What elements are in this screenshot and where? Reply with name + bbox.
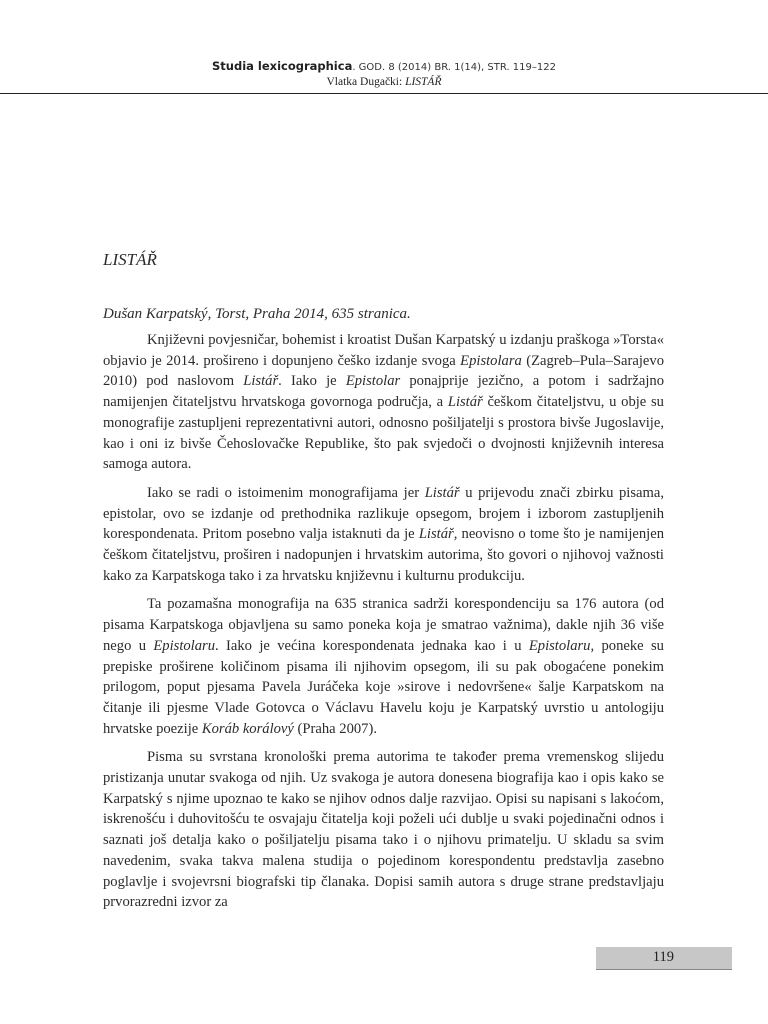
italic-title-ref: Koráb korálový	[201, 720, 294, 737]
text-run: Iako se radi o istoimenim monografijama jer	[147, 484, 425, 501]
text-run: neovisno o tome što je namijenjen češkom čitateljstvu, proširen i nadopunjen i hrvatskim autorima, što govori o njihovoj važnosti kako za Karpatskoga tako i za hrvatsku književnu i kulturnu produkciju.	[103, 526, 665, 584]
italic-title-ref: Listář,	[418, 526, 458, 543]
italic-title-ref: Listář	[424, 484, 460, 501]
paragraph	[103, 483, 664, 587]
article-body	[103, 330, 664, 913]
italic-title-ref: Listář	[243, 373, 279, 390]
text-run: češkom čitateljstvu, u obje su monografije zastupljeni reprezentativni autori, odnosno pošiljatelji s prostora bivše Jugoslavije, kao i oni iz bivše Čehoslovačke Republike, što pak svjedoči o dvojnosti književnih interesa samoga autora.	[103, 394, 664, 473]
text-run: Pisma su svrstana kronološki prema autorima te također prema vremenskog slijedu pristizanja unutar svakoga od njih. Uz svakoga je autora donesena biografija kao i opis kako se Karpatský s njime upoznao te kako se njihov odnos dalje razvijao. Opisi su napisani s lakoćom, iskrenošću i duhovitošću te osvajaju čitatelja koji poželi ući dublje u svaki pojedinačni odnos i saznati još detalja kako o pošiljatelju pisama tako i o njihovu primatelju. U skladu sa svim navedenim, svaka takva malena studija o pojedinom korespondentu predstavlja zasebno poglavlje i svojevrsni biografski tip članaka. Dopisi samih autora s druge strane predstavljaju prvorazredni izvor za	[103, 749, 664, 911]
author-line	[0, 76, 768, 89]
text-run: Ta pozamašna monografija na 635 stranica sadrži korespondenciju sa 176 autora (od pisama Karpatskoga objavljena su samo poneka koja je smatrao važnima), dakle njih 36 više nego u	[103, 596, 664, 654]
article-subtitle: Dušan Karpatský, Torst, Praha 2014, 635 stranica.	[103, 306, 411, 322]
article-title: LISTÁŘ	[103, 250, 157, 269]
paragraph	[103, 594, 664, 739]
text-run: u prijevodu znači zbirku pisama, epistolar, ovo se izdanje od prethodnika razlikuje opsegom, brojem i izborom zastupljenih korespondenata. Pritom posebno valja istaknuti da je	[103, 484, 664, 543]
running-header	[0, 60, 768, 89]
journal-name: Studia lexicographica	[212, 59, 353, 73]
header-article-title: LISTÁŘ	[405, 76, 442, 88]
italic-title-ref: Listář	[447, 394, 483, 411]
italic-title-ref: Epistolara	[460, 352, 522, 369]
text-run: ponajprije jezično, a potom i sadržajno namijenjen čitateljstvu hrvatskoga govornoga područja, a	[103, 373, 664, 411]
page-number: 119	[652, 949, 674, 965]
text-run: (Praha 2007).	[293, 720, 377, 737]
text-run: Književni povjesničar, bohemist i kroatist Dušan Karpatský u izdanju praškoga »Torsta« objavio je 2014. prošireno i dopunjeno češko izdanje svoga	[103, 332, 664, 369]
text-run: . Iako je	[278, 373, 346, 390]
paragraph	[103, 747, 664, 913]
header-author: Vlatka Dugački:	[326, 76, 406, 88]
journal-citation-line	[0, 60, 768, 74]
text-run: (Zagreb–Pula–Sarajevo 2010) pod naslovom	[103, 352, 665, 390]
paragraph	[103, 330, 664, 475]
text-run: . Iako je većina korespondenata jednaka kao i u	[215, 637, 529, 654]
italic-title-ref: Epistolaru	[153, 637, 216, 654]
page-number-bar	[596, 947, 732, 970]
header-rule	[0, 93, 768, 94]
italic-title-ref: Epistolar	[345, 373, 401, 390]
journal-citation: . GOD. 8 (2014) BR. 1(14), STR. 119–122	[352, 62, 556, 73]
text-run: poneke su prepiske proširene količinom pisama ili njihovim opsegom, ili su pak obogaćene ponekim prilogom, poput pjesama Pavela Juráčeka koje »sirove i nedovršene« šalje Karpatskom na čitanje ili pjesme Vlade Gotovca o Václavu Havelu koju je Karpatský uvrstio u antologiju hrvatske poezije	[103, 637, 664, 737]
italic-title-ref: Epistolaru,	[528, 637, 595, 654]
